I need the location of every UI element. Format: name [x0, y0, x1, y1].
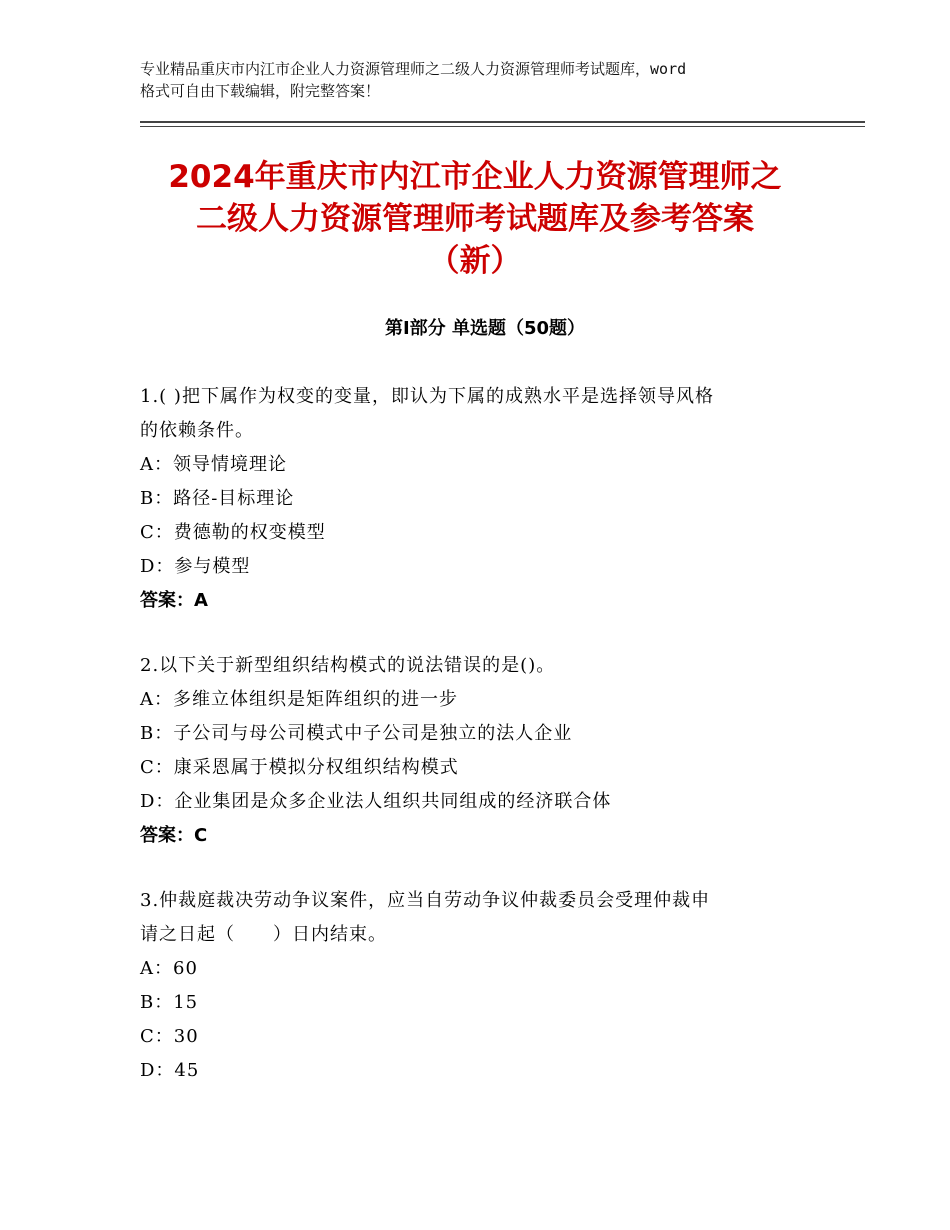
- question-3: [140, 884, 820, 1088]
- option-d: D：参与模型: [140, 556, 251, 577]
- header-divider-thin: [140, 126, 865, 127]
- option-c: C：30: [140, 1026, 199, 1047]
- option-a: A：领导情境理论: [140, 454, 287, 475]
- question-stem: 1.( )把下属作为权变的变量，即认为下属的成熟水平是选择领导风格: [140, 386, 714, 407]
- header-note-line: 格式可自由下载编辑，附完整答案！: [140, 82, 381, 100]
- option-c: C：康采恩属于模拟分权组织结构模式: [140, 757, 459, 778]
- option-a: A：多维立体组织是矩阵组织的进一步: [140, 689, 458, 710]
- document-title-line: （新）: [428, 243, 522, 279]
- answer-label: 答案：C: [140, 825, 208, 846]
- question-list: [140, 380, 820, 1119]
- document-title: [120, 156, 830, 282]
- option-d: D：45: [140, 1060, 200, 1081]
- option-a: A：60: [140, 958, 198, 979]
- answer-label: 答案：A: [140, 590, 208, 611]
- document-title-line: 2024年重庆市内江市企业人力资源管理师之: [168, 159, 782, 195]
- question-2: [140, 649, 820, 853]
- question-1: [140, 380, 820, 618]
- question-stem: 3.仲裁庭裁决劳动争议案件，应当自劳动争议仲裁委员会受理仲裁申: [140, 890, 711, 911]
- option-c: C：费德勒的权变模型: [140, 522, 326, 543]
- option-b: B：子公司与母公司模式中子公司是独立的法人企业: [140, 723, 573, 744]
- header-note: [140, 58, 830, 102]
- option-d: D：企业集团是众多企业法人组织共同组成的经济联合体: [140, 791, 612, 812]
- option-b: B：15: [140, 992, 199, 1013]
- option-b: B：路径-目标理论: [140, 488, 295, 509]
- question-stem: 2.以下关于新型组织结构模式的说法错误的是()。: [140, 655, 556, 676]
- document-title-line: 二级人力资源管理师考试题库及参考答案: [196, 201, 754, 237]
- question-stem: 的依赖条件。: [140, 420, 254, 441]
- section-title: 第Ⅰ部分 单选题（50题）: [384, 318, 585, 339]
- question-stem: 请之日起（ ）日内结束。: [140, 924, 387, 945]
- header-note-line: 专业精品重庆市内江市企业人力资源管理师之二级人力资源管理师考试题库，word: [140, 60, 687, 78]
- header-divider: [140, 121, 865, 123]
